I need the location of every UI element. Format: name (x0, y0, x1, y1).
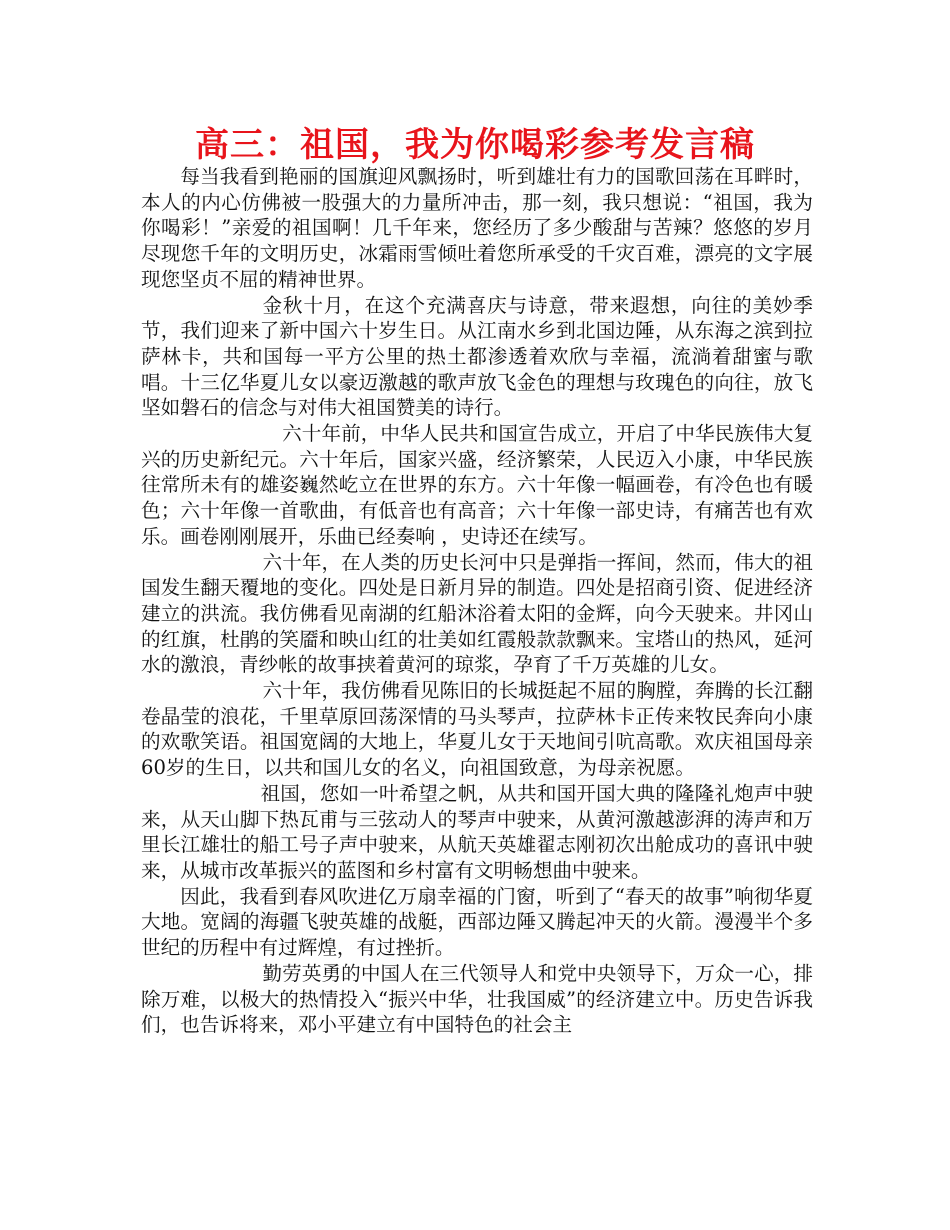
page-title: 高三：祖国，我为你喝彩参考发言稿 (195, 125, 755, 165)
paragraph-5: 六十年，我仿佛看见陈旧的长城挺起不屈的胸膛，奔腾的长江翻卷晶莹的浪花，千里草原回荡深情的马头琴声，拉萨林卡正传来牧民奔向小康的欢歌笑语。祖国宽阔的大地上，华夏儿女于天地间引吭高歌。欢庆祖国母亲60岁的生日，以共和国儿女的名义，向祖国致意，为母亲祝愿。 (141, 679, 813, 780)
paragraph-1: 每当我看到艳丽的国旗迎风飘扬时，听到雄壮有力的国歌回荡在耳畔时，本人的内心仿佛被一股强大的力量所冲击，那一刻，我只想说：“祖国，我为你喝彩！”亲爱的祖国啊！几千年来，您经历了多少酸甜与苦辣？悠悠的岁月尽现您千年的文明历史，冰霜雨雪倾吐着您所承受的千灾百难，漂亮的文字展现您坚贞不屈的精神世界。 (141, 165, 813, 291)
paragraph-4: 六十年，在人类的历史长河中只是弹指一挥间，然而，伟大的祖国发生翻天覆地的变化。四处是日新月异的制造。四处是招商引资、促进经济建立的洪流。我仿佛看见南湖的红船沐浴着太阳的金辉，向今天驶来。井冈山的红旗，杜鹃的笑靥和映山红的壮美如红霞般款款飘来。宝塔山的热风，延河水的激浪，青纱帐的故事挟着黄河的琼浆，孕育了千万英雄的儿女。 (141, 550, 813, 677)
paragraph-8: 勤劳英勇的中国人在三代领导人和党中央领导下，万众一心，排除万难，以极大的热情投入“振兴中华，壮我国威”的经济建立中。历史告诉我们，也告诉将来，邓小平建立有中国特色的社会主 (141, 961, 813, 1037)
paragraph-3: 六十年前，中华人民共和国宣告成立，开启了中华民族伟大复兴的历史新纪元。六十年后，国家兴盛，经济繁荣，人民迈入小康，中华民族往常所未有的雄姿巍然屹立在世界的东方。六十年像一幅画卷，有冷色也有暖色；六十年像一首歌曲，有低音也有高音；六十年像一部史诗，有痛苦也有欢乐。画卷刚刚展开，乐曲已经奏响 ，史诗还在续写。 (141, 422, 813, 548)
paragraph-2: 金秋十月，在这个充满喜庆与诗意，带来遐想，向往的美妙季节，我们迎来了新中国六十岁生日。从江南水乡到北国边陲，从东海之滨到拉萨林卡，共和国每一平方公里的热土都渗透着欢欣与幸福，流淌着甜蜜与歌唱。十三亿华夏儿女以豪迈激越的歌声放飞金色的理想与玫瑰色的向往，放飞坚如磐石的信念与对伟大祖国赞美的诗行。 (141, 293, 813, 420)
paragraph-6: 祖国，您如一叶希望之帆，从共和国开国大典的隆隆礼炮声中驶来，从天山脚下热瓦甫与三弦动人的琴声中驶来，从黄河激越澎湃的涛声和万里长江雄壮的船工号子声中驶来，从航天英雄翟志刚初次出舱成功的喜讯中驶来，从城市改革振兴的蓝图和乡村富有文明畅想曲中驶来。 (141, 781, 813, 882)
document-body (141, 164, 813, 1038)
paragraph-7: 因此，我看到春风吹进亿万扇幸福的门窗，听到了“春天的故事”响彻华夏大地。宽阔的海疆飞驶英雄的战艇，西部边陲又腾起冲天的火箭。漫漫半个多世纪的历程中有过辉煌，有过挫折。 (141, 884, 813, 960)
